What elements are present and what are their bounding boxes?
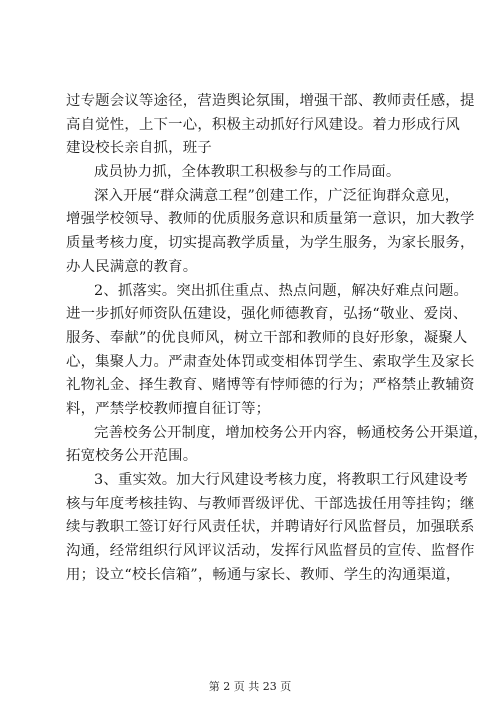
text-line: 进一步抓好师资队伍建设，强化师德教育，弘扬“敬业、爱岗、: [66, 306, 468, 323]
page-footer: 第 2 页 共 23 页: [208, 680, 292, 693]
text-line: 沟通，经常组织行风评议活动，发挥行风监督员的宣传、监督作: [66, 543, 475, 560]
text-line: 拓宽校务公开范围。: [66, 448, 198, 465]
text-line: 成员协力抓，全体教职工积极参与的工作局面。: [94, 164, 401, 181]
text-line: 续与教职工签订好行风责任状，并聘请好行风监督员，加强联系: [66, 519, 475, 536]
text-line: 过专题会议等途径，营造舆论氛围，增强干部、教师责任感，提: [66, 93, 475, 109]
text-line: 核与年度考核挂钩、与教师晋级评优、干部选拔任用等挂钩；继: [66, 495, 475, 512]
text-line: 增强学校领导、教师的优质服务意识和质量第一意识，加大教学: [66, 211, 475, 228]
text-line: 完善校务公开制度，增加校务公开内容，畅通校务公开渠道，: [94, 424, 488, 441]
text-line: 建设校长亲自抓，班子: [66, 140, 212, 157]
text-line: 服务、奉献”的优良师风，树立干部和教师的良好形象，凝聚人: [66, 329, 468, 346]
text-line: 3、重实效。加大行风建设考核力度，将教职工行风建设考: [94, 472, 469, 488]
document-body: [66, 90, 488, 587]
text-line: 心，集聚人力。严肃查处体罚或变相体罚学生、索取学生及家长: [66, 353, 475, 370]
text-line: 质量考核力度，切实提高教学质量，为学生服务，为家长服务，: [66, 235, 475, 252]
text-line: 办人民满意的教育。: [66, 258, 198, 275]
text-line: 料，严禁学校教师擅自征订等；: [66, 400, 271, 417]
text-line: 2、抓落实。突出抓住重点、热点问题，解决好难点问题。: [94, 282, 469, 299]
text-line: 深入开展“群众满意工程”创建工作，广泛征询群众意见，: [94, 187, 460, 204]
text-line: 高自觉性，上下一心，积极主动抓好行风建设。着力形成行风: [66, 116, 460, 133]
text-line: 用；设立“校长信箱”，畅通与家长、教师、学生的沟通渠道，: [66, 566, 461, 583]
text-line: 礼物礼金、择生教育、赌博等有悖师德的行为；严格禁止教辅资: [66, 377, 475, 394]
